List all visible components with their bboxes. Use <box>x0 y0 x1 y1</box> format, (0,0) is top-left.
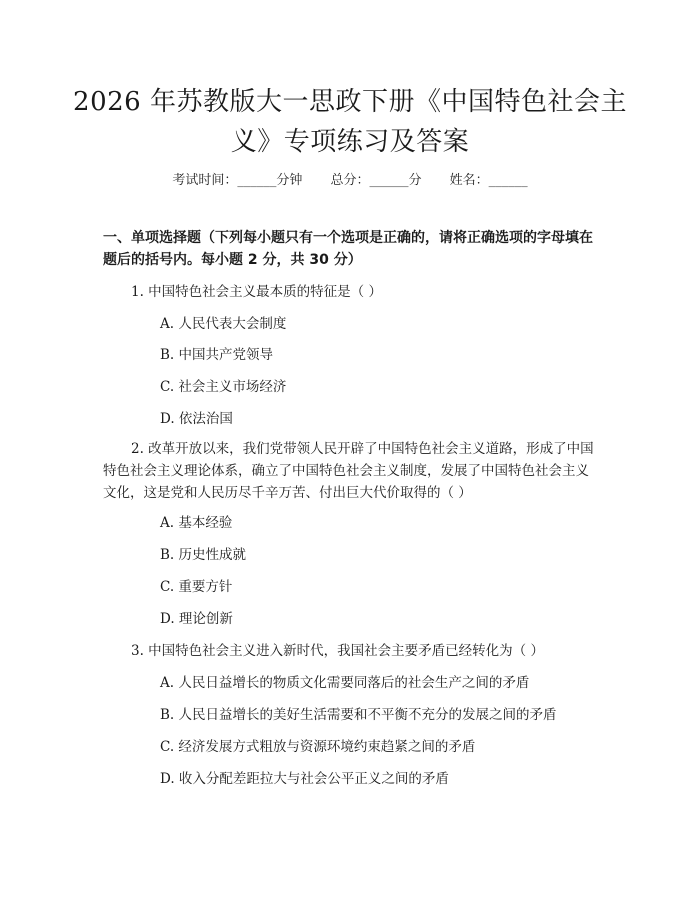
question-3-option-a: A. 人民日益增长的物质文化需要同落后的社会生产之间的矛盾 <box>160 675 530 691</box>
question-3-option-b: B. 人民日益增长的美好生活需要和不平衡不充分的发展之间的矛盾 <box>160 707 557 723</box>
exam-score: 总分：______分 <box>330 173 422 188</box>
question-3-option-c: C. 经济发展方式粗放与资源环境约束趋紧之间的矛盾 <box>160 739 476 755</box>
document-title: 2026 年苏教版大一思政下册《中国特色社会主义》专项练习及答案 <box>73 87 627 157</box>
question-1-option-c: C. 社会主义市场经济 <box>160 379 287 395</box>
question-2-option-b: B. 历史性成就 <box>160 547 247 563</box>
question-1-option-a: A. 人民代表大会制度 <box>160 316 287 332</box>
exam-time: 考试时间：______分钟 <box>172 173 303 188</box>
exam-info <box>0 169 700 188</box>
question-1-option-b: B. 中国共产党领导 <box>160 347 274 363</box>
question-3: 3. 中国特色社会主义进入新时代，我国社会主要矛盾已经转化为（ ） <box>131 643 544 659</box>
question-3-option-d: D. 收入分配差距拉大与社会公平正义之间的矛盾 <box>160 771 449 787</box>
section-heading: 一、单项选择题（下列每小题只有一个选项是正确的，请将正确选项的字母填在题后的括号内。每小题 2 分，共 30 分） <box>103 230 593 268</box>
question-2-option-d: D. 理论创新 <box>160 611 233 627</box>
question-2-option-c: C. 重要方针 <box>160 579 233 595</box>
question-2-option-a: A. 基本经验 <box>160 515 233 531</box>
exam-name: 姓名：______ <box>449 173 528 188</box>
question-2: 2. 改革开放以来，我们党带领人民开辟了中国特色社会主义道路，形成了中国特色社会主义理论体系，确立了中国特色社会主义制度，发展了中国特色社会主义文化，这是党和人民历尽千辛万苦、付出巨大代价取得的（ ） <box>103 441 594 501</box>
question-1: 1. 中国特色社会主义最本质的特征是（ ） <box>131 284 382 300</box>
question-1-option-d: D. 依法治国 <box>160 411 233 427</box>
